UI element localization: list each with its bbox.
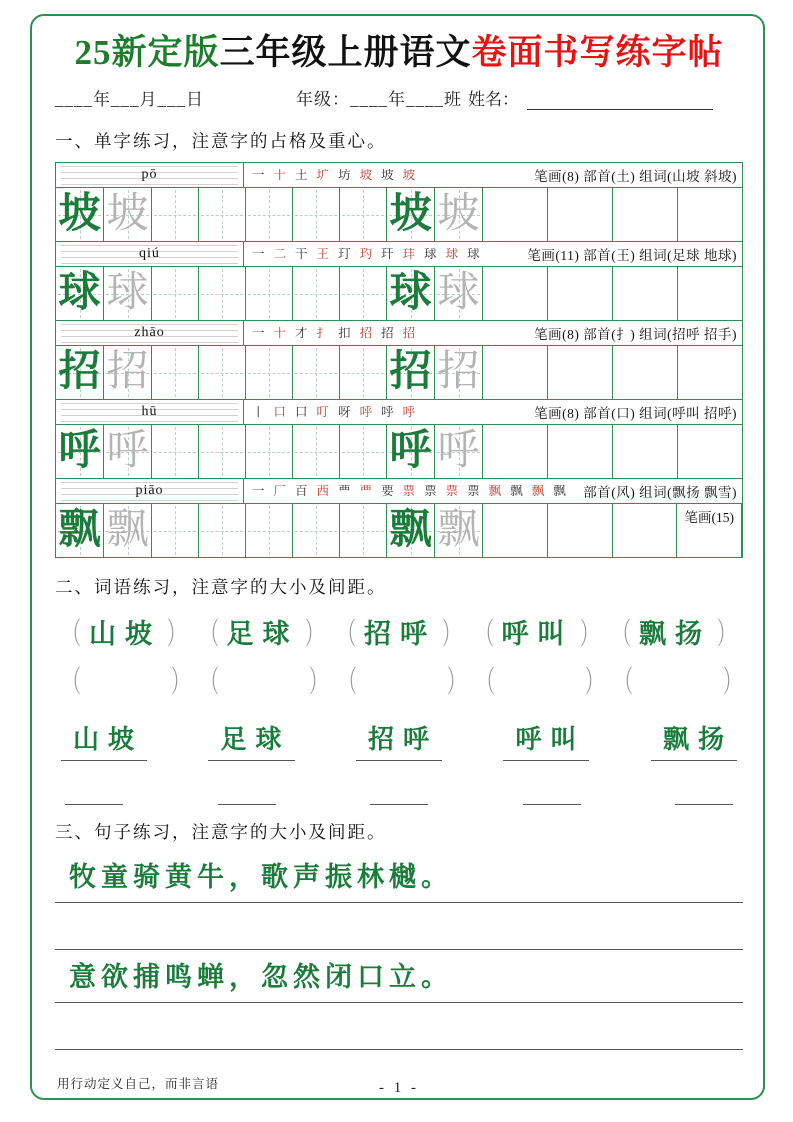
grid-cell-empty (152, 504, 199, 557)
grid-cell-model (387, 346, 435, 399)
model-character: 呼 (389, 428, 432, 474)
grid-cell-empty (293, 346, 340, 399)
word-text: 山坡 (89, 618, 161, 649)
model-character: 飘 (389, 507, 432, 553)
grid-cell-empty (548, 188, 613, 241)
stroke-order-glyph: 坡 (381, 168, 394, 182)
character-block (56, 479, 742, 557)
stroke-order-glyph: 一 (252, 247, 265, 261)
character-row-header (56, 242, 742, 267)
model-character: 招 (58, 349, 101, 395)
paren-word-item (57, 609, 191, 653)
word-row-blank-underlines (55, 791, 743, 805)
practice-cell-row (56, 504, 742, 557)
grid-cell-empty (548, 346, 613, 399)
grid-cell-empty (340, 267, 387, 320)
grid-cell-empty (199, 188, 246, 241)
blank-underline (218, 793, 276, 805)
stroke-order-glyph: 覀 (359, 484, 373, 498)
stroke-order-sequence (244, 169, 534, 182)
character-block (56, 400, 742, 479)
model-character: 呼 (58, 428, 101, 474)
grid-cell-empty (678, 346, 742, 399)
section3-heading: 三、句子练习，注意字的大小及间距。 (55, 822, 387, 842)
sentence-text: 意欲捕鸣蝉，忽然闭口立。 (69, 962, 453, 992)
blank-writing-line (55, 1003, 743, 1050)
character-block (56, 242, 742, 321)
stroke-order-glyph: 口 (295, 405, 308, 419)
stroke-order-glyph: 一 (252, 326, 265, 340)
trace-character: 招 (437, 349, 480, 395)
model-character: 坡 (58, 191, 101, 237)
extra-stroke-count: 笔画(15) (684, 510, 734, 525)
stroke-order-sequence (244, 485, 583, 498)
grid-cell-empty (613, 504, 678, 557)
close-paren: ） (171, 666, 189, 699)
word-text: 足球 (226, 618, 299, 649)
grid-cell-empty (293, 267, 340, 320)
trace-character: 呼 (437, 428, 480, 474)
stroke-order-sequence (244, 248, 527, 261)
paren-word-item (607, 609, 741, 653)
stroke-order-glyph: 呼 (381, 405, 394, 419)
grade-class-blanks: 年级：____年____班 (296, 90, 462, 109)
grid-cell-empty (152, 425, 199, 478)
grid-cell-model (56, 346, 104, 399)
practice-cell-row (56, 425, 742, 478)
sentence-line (55, 850, 743, 903)
grid-cell-empty (678, 425, 742, 478)
grid-cell-empty (152, 346, 199, 399)
open-paren: （ (475, 618, 494, 651)
grid-cell-empty (340, 346, 387, 399)
name-blank-line (527, 92, 713, 110)
stroke-order-glyph: 招 (359, 326, 373, 340)
stroke-order-sequence (244, 327, 534, 340)
stroke-order-glyph: 干 (295, 247, 308, 261)
stroke-order-glyph: 厂 (273, 484, 287, 498)
stroke-order-glyph: 十 (273, 326, 287, 340)
close-paren: ） (309, 666, 327, 699)
pinyin-box (56, 242, 244, 266)
page-number: - 1 - (379, 1080, 419, 1096)
stroke-order-glyph: 球 (467, 247, 480, 261)
blank-writing-line (55, 903, 743, 950)
character-info: 笔画(8) 部首(口) 组词(呼叫 招呼) (534, 406, 737, 421)
trace-character: 球 (437, 270, 480, 316)
grid-cell-trace (104, 267, 152, 320)
grid-cell-trace (104, 425, 152, 478)
grid-cell-empty (199, 425, 246, 478)
date-blanks: ____年___月___日 (55, 90, 204, 109)
underlined-word: 足球 (208, 719, 294, 761)
empty-paren-item (333, 657, 471, 701)
character-block (56, 163, 742, 242)
grid-cell-empty (483, 346, 548, 399)
open-paren: （ (63, 618, 81, 651)
pinyin-box (56, 400, 244, 424)
stroke-order-glyph: 呼 (402, 405, 416, 419)
stroke-order-glyph: 一 (252, 168, 265, 182)
character-row-header (56, 400, 742, 425)
word-row-underlined (55, 717, 743, 761)
stroke-order-glyph: 口 (273, 405, 287, 419)
stroke-order-glyph: 招 (402, 326, 416, 340)
grid-cell-empty (548, 425, 613, 478)
title-subject: 三年级上册语文 (219, 33, 472, 72)
paren-word-item (332, 609, 466, 653)
word-row-filled-parens (55, 611, 743, 653)
stroke-order-glyph: 扌 (316, 326, 330, 340)
paren-word-item (470, 609, 604, 653)
grid-cell-empty (340, 425, 387, 478)
word-text: 飘扬 (639, 618, 711, 649)
stroke-order-glyph: 球 (424, 247, 437, 261)
grid-cell-model (387, 504, 435, 557)
grid-cell-empty (548, 267, 613, 320)
grid-cell-empty (152, 188, 199, 241)
stroke-order-glyph: 坊 (338, 168, 351, 182)
grid-cell-empty (246, 504, 293, 557)
page-footer (55, 1074, 743, 1096)
close-paren: ） (442, 618, 460, 651)
grid-cell-model (387, 267, 435, 320)
stroke-order-sequence (244, 406, 534, 419)
open-paren: （ (201, 666, 219, 699)
practice-table (55, 162, 743, 558)
sentence-line (55, 950, 743, 1003)
stroke-order-glyph: 西 (316, 484, 330, 498)
grid-cell-model (56, 267, 104, 320)
close-paren: ） (717, 618, 735, 651)
grid-cell-trace (104, 346, 152, 399)
close-paren: ） (447, 666, 465, 699)
stroke-order-glyph: 飘 (553, 484, 566, 498)
grid-cell-empty (293, 425, 340, 478)
grid-cell-empty (483, 504, 548, 557)
pinyin-label: hū (141, 404, 158, 419)
stroke-order-glyph: 丨 (252, 405, 265, 419)
grid-cell-trace (435, 425, 483, 478)
blank-underline (65, 793, 123, 805)
pinyin-box (56, 163, 244, 187)
grid-cell-empty (340, 188, 387, 241)
grid-cell-empty (246, 188, 293, 241)
grid-cell-empty (483, 425, 548, 478)
stroke-order-glyph: 一 (252, 484, 265, 498)
grid-cell-model (56, 504, 104, 557)
section2-heading: 二、词语练习，注意字的大小及间距。 (55, 577, 387, 597)
stroke-order-glyph: 圹 (316, 168, 330, 182)
stroke-order-glyph: 王 (316, 247, 330, 261)
stroke-order-glyph: 呀 (338, 405, 351, 419)
grid-cell-empty (483, 267, 548, 320)
grid-cell-empty (246, 267, 293, 320)
trace-character: 飘 (106, 507, 149, 553)
grid-cell-empty (613, 346, 678, 399)
stroke-order-glyph: 土 (295, 168, 308, 182)
grid-cell-empty (678, 188, 742, 241)
stroke-order-glyph: 招 (381, 326, 394, 340)
open-paren: （ (338, 618, 356, 651)
stroke-order-glyph: 扣 (338, 326, 351, 340)
stroke-order-glyph: 票 (445, 484, 459, 498)
open-paren: （ (615, 666, 633, 699)
character-row-header (56, 321, 742, 346)
underlined-word: 呼叫 (503, 719, 589, 761)
stroke-order-glyph: 飘 (531, 484, 545, 498)
stroke-order-glyph: 玎 (338, 247, 351, 261)
blank-underline (523, 793, 581, 805)
stroke-order-glyph: 飘 (488, 484, 502, 498)
pinyin-label: piāo (135, 483, 164, 498)
grid-cell-trace (435, 504, 483, 557)
stroke-order-glyph: 票 (424, 484, 437, 498)
pinyin-label: qiú (139, 246, 160, 261)
empty-paren-item (471, 657, 609, 701)
name-label: 姓名： (468, 90, 519, 109)
grid-cell-empty (199, 504, 246, 557)
stroke-order-glyph: 票 (402, 484, 416, 498)
character-info: 笔画(8) 部首(扌) 组词(招呼 招手) (534, 327, 737, 342)
grid-cell-empty (548, 504, 613, 557)
stroke-order-glyph: 才 (295, 326, 308, 340)
footer-motto: 用行动定义自己，而非言语 (57, 1077, 220, 1091)
paren-word-item (195, 609, 329, 653)
pinyin-box (56, 321, 244, 345)
blank-underline (675, 793, 733, 805)
stroke-order-glyph: 呼 (359, 405, 373, 419)
page-title (55, 30, 743, 76)
close-paren: ） (579, 618, 598, 651)
grid-cell-trace (104, 188, 152, 241)
grid-cell-empty (613, 425, 678, 478)
sentence-practice-area (55, 850, 743, 1050)
open-paren: （ (63, 666, 81, 699)
grid-cell-model (56, 188, 104, 241)
trace-character: 飘 (437, 507, 480, 553)
practice-cell-row (56, 267, 742, 320)
practice-cell-row (56, 188, 742, 241)
grid-cell-trace (435, 346, 483, 399)
stroke-order-glyph: 坡 (402, 168, 416, 182)
grid-cell-trace (435, 188, 483, 241)
grid-cell-model (387, 188, 435, 241)
stroke-order-glyph: 十 (273, 168, 287, 182)
trace-character: 球 (106, 270, 149, 316)
underlined-word: 山坡 (61, 719, 147, 761)
underlined-word: 招呼 (356, 719, 442, 761)
meta-line (55, 86, 743, 110)
grid-cell-trace (104, 504, 152, 557)
empty-paren-item (57, 657, 195, 701)
grid-cell-trace (435, 267, 483, 320)
model-character: 球 (389, 270, 432, 316)
character-info: 笔画(8) 部首(土) 组词(山坡 斜坡) (534, 169, 737, 184)
stroke-order-glyph: 票 (467, 484, 480, 498)
stroke-order-glyph: 要 (381, 484, 394, 498)
pinyin-box (56, 479, 244, 503)
grid-cell-empty (246, 346, 293, 399)
grid-cell-empty (678, 267, 742, 320)
underlined-word: 飘扬 (651, 719, 737, 761)
trace-character: 坡 (106, 191, 149, 237)
grid-cell-empty (340, 504, 387, 557)
close-paren: ） (167, 618, 185, 651)
grid-cell-empty (293, 188, 340, 241)
grid-cell-empty (483, 188, 548, 241)
model-character: 坡 (389, 191, 432, 237)
grid-cell-empty (613, 188, 678, 241)
model-character: 招 (389, 349, 432, 395)
stroke-order-glyph: 覀 (338, 484, 351, 498)
close-paren: ） (723, 666, 741, 699)
grid-cell-empty (199, 346, 246, 399)
character-row-header (56, 163, 742, 188)
open-paren: （ (477, 666, 495, 699)
grid-cell-empty (152, 267, 199, 320)
open-paren: （ (613, 618, 631, 651)
open-paren: （ (339, 666, 357, 699)
stroke-order-glyph: 坡 (359, 168, 373, 182)
stroke-order-glyph: 球 (445, 247, 459, 261)
pinyin-label: zhāo (134, 325, 165, 340)
worksheet-page (30, 14, 765, 1100)
character-info: 笔画(11) 部首(王) 组词(足球 地球) (527, 248, 737, 263)
section1-heading: 一、单字练习，注意字的占格及重心。 (55, 131, 387, 151)
word-text: 呼叫 (501, 618, 574, 649)
character-block (56, 321, 742, 400)
title-edition: 25新定版 (74, 33, 220, 72)
practice-cell-row (56, 346, 742, 399)
stroke-order-glyph: 二 (273, 247, 287, 261)
pinyin-label: pō (141, 167, 158, 182)
trace-character: 呼 (106, 428, 149, 474)
stroke-order-glyph: 叮 (316, 405, 330, 419)
trace-character: 坡 (437, 191, 480, 237)
close-paren: ） (304, 618, 323, 651)
stroke-order-glyph: 玓 (359, 247, 373, 261)
empty-paren-item (195, 657, 333, 701)
word-text: 招呼 (364, 618, 436, 649)
character-row-header (56, 479, 742, 504)
stroke-order-glyph: 飘 (510, 484, 523, 498)
sentence-text: 牧童骑黄牛，歌声振林樾。 (69, 862, 453, 892)
word-row-empty-parens (55, 667, 743, 701)
stroke-order-glyph: 百 (295, 484, 308, 498)
open-paren: （ (200, 618, 219, 651)
grid-cell-empty (613, 267, 678, 320)
stroke-order-glyph: 玕 (381, 247, 394, 261)
model-character: 飘 (58, 507, 101, 553)
character-info: 部首(风) 组词(飘扬 飘雪) (583, 485, 737, 500)
close-paren: ） (585, 666, 603, 699)
grid-cell-empty (246, 425, 293, 478)
empty-paren-item (609, 657, 747, 701)
trace-character: 招 (106, 349, 149, 395)
grid-cell-model (56, 425, 104, 478)
model-character: 球 (58, 270, 101, 316)
grid-cell-empty (293, 504, 340, 557)
grid-cell-model (387, 425, 435, 478)
title-type: 卷面书写练字帖 (471, 33, 724, 72)
stroke-order-glyph: 玤 (402, 247, 416, 261)
grid-cell-empty (199, 267, 246, 320)
blank-underline (370, 793, 428, 805)
